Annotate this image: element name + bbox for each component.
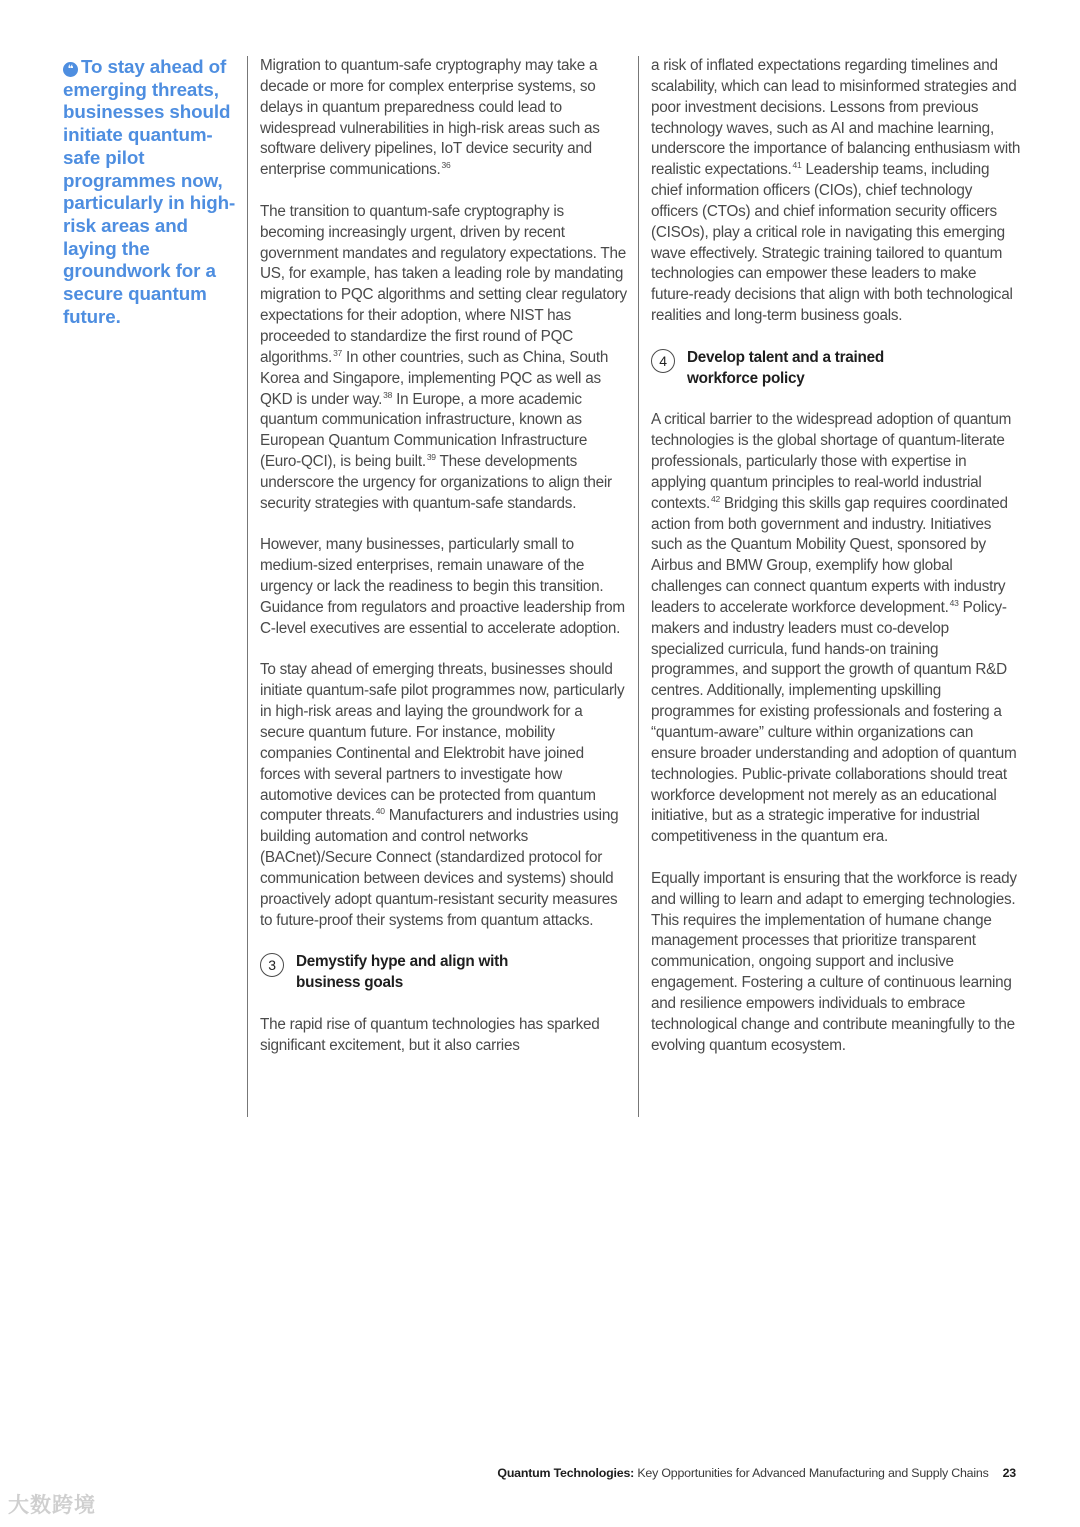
footnote-ref: 39	[426, 452, 436, 463]
section-heading-4	[651, 348, 1021, 390]
footnote-ref: 42	[710, 493, 720, 504]
paragraph: The transition to quantum-safe cryptography is becoming increasingly urgent, driven by recent government mandates and regulatory expectations. The US, for example, has taken a leading role by mandating migration to PQC algorithms and setting clear regulatory expectations for their adoption, where NIST has proceeded to standardize the first round of PQC algorithms.$^{37}$ In other countries, such as China, South Korea and Singapore, implementing PQC as well as QKD is under way.$^{38}$ In Europe, a more academic quantum communication infrastructure, known as European Quantum Communication Infrastructure (Euro-QCI), is being built.$^{39}$ These developments underscore the urgency for organizations to align their security strategies with quantum-safe standards.	[260, 202, 627, 512]
footnote-ref: 41	[792, 160, 802, 171]
page-number: 23	[1002, 1466, 1016, 1480]
footer-report-title: Quantum Technologies:	[497, 1466, 635, 1480]
pull-quote-text: To stay ahead of emerging threats, businesses should initiate quantum-safe pilot programmes now, particularly in high-risk areas and laying the groundwork for a secure quantum future.	[63, 56, 236, 327]
paragraph: A critical barrier to the widespread adoption of quantum technologies is the global shortage of quantum-literate professionals, particularly those with expertise in applying quantum principles to real-world industrial contexts.$^{42}$ Bridging this skills gap requires coordinated action from both government and industry. Initiatives such as the Quantum Mobility Quest, sponsored by Airbus and BMW Group, exemplify how global challenges can connect quantum experts with industry leaders to accelerate workforce development.$^{43}$ Policy-makers and industry leaders must co-develop specialized curricula, fund hands-on training programmes, and support the growth of quantum R&D centres. Additionally, implementing upskilling programmes for existing professionals and fostering a “quantum-aware” culture within organizations can ensure broader understanding and adoption of quantum technologies. Public-private collaborations should treat workforce development not merely as an educational initiative, but as a strategic imperative for industrial competitiveness in the quantum era.	[651, 411, 1017, 846]
section-number-badge: 4	[651, 349, 675, 373]
paragraph: To stay ahead of emerging threats, businesses should initiate quantum-safe pilot programmes now, particularly in high-risk areas and laying the groundwork for a secure quantum future. For instance, mobility companies Continental and Elektrobit have joined forces with several partners to investigate how automotive devices can be protected from quantum computer threats.$^{40}$ Manufacturers and industries using building automation and control networks (BACnet)/Secure Connect (standardized protocol for communication between devices and systems) should proactively adopt quantum-resistant security measures to future-proof their systems from quantum attacks.	[260, 661, 625, 929]
page-footer	[497, 1466, 1016, 1480]
watermark-logo: 大数跨境	[8, 1494, 96, 1517]
footer-subtitle: Key Opportunities for Advanced Manufacturing and Supply Chains	[634, 1466, 989, 1480]
paragraph: The rapid rise of quantum technologies has sparked significant excitement, but it also carries	[260, 1015, 600, 1054]
paragraph: However, many businesses, particularly small to medium-sized enterprises, remain unaware of the urgency or lack the readiness to begin this transition. Guidance from regulators and proactive leadership from C-level executives are essential to accelerate adoption.	[260, 536, 625, 637]
section-title: Develop talent and a trained workforce policy	[687, 348, 885, 387]
footnote-ref: 37	[333, 347, 343, 358]
footnote-ref: 36	[441, 160, 451, 171]
pull-quote	[63, 56, 241, 328]
section-title: Demystify hype and align with business goals	[296, 953, 509, 992]
footnote-ref: 38	[383, 389, 393, 400]
footnote-ref: 40	[375, 806, 385, 817]
section-heading-3	[260, 952, 628, 994]
column-left	[247, 56, 628, 1117]
paragraph: Equally important is ensuring that the workforce is ready and willing to learn and adapt to emerging technologies. This requires the implementation of humane change management processes that prioritize transparent communication, ongoing support and inclusive engagement. Fostering a culture of continuous learning and resilience empowers individuals to embrace technological change and contribute meaningfully to the evolving quantum ecosystem.	[651, 869, 1017, 1054]
paragraph: a risk of inflated expectations regarding timelines and scalability, which can lead to misinformed strategies and poor investment decisions. Lessons from previous technology waves, such as AI and machine learning, underscore the importance of balancing enthusiasm with realistic expectations.$^{41}$ Leadership teams, including chief information officers (CIOs), chief technology officers (CTOs) and chief information security officers (CISOs), play a critical role in navigating this emerging wave effectively. Strategic training tailored to quantum technologies can empower these leaders to make future-ready decisions that align with both technological realities and long-term business goals.	[651, 57, 1021, 325]
paragraph: Migration to quantum-safe cryptography may take a decade or more for complex enterprise systems, so delays in quantum preparedness could lead to widespread vulnerabilities in high-risk areas such as software delivery pipelines, IoT device security and enterprise communications.$^{36}$	[260, 57, 600, 179]
footnote-ref: 43	[949, 597, 959, 608]
quote-icon: ❝	[63, 62, 78, 77]
column-right	[638, 56, 1021, 1117]
section-number-badge: 3	[260, 953, 284, 977]
